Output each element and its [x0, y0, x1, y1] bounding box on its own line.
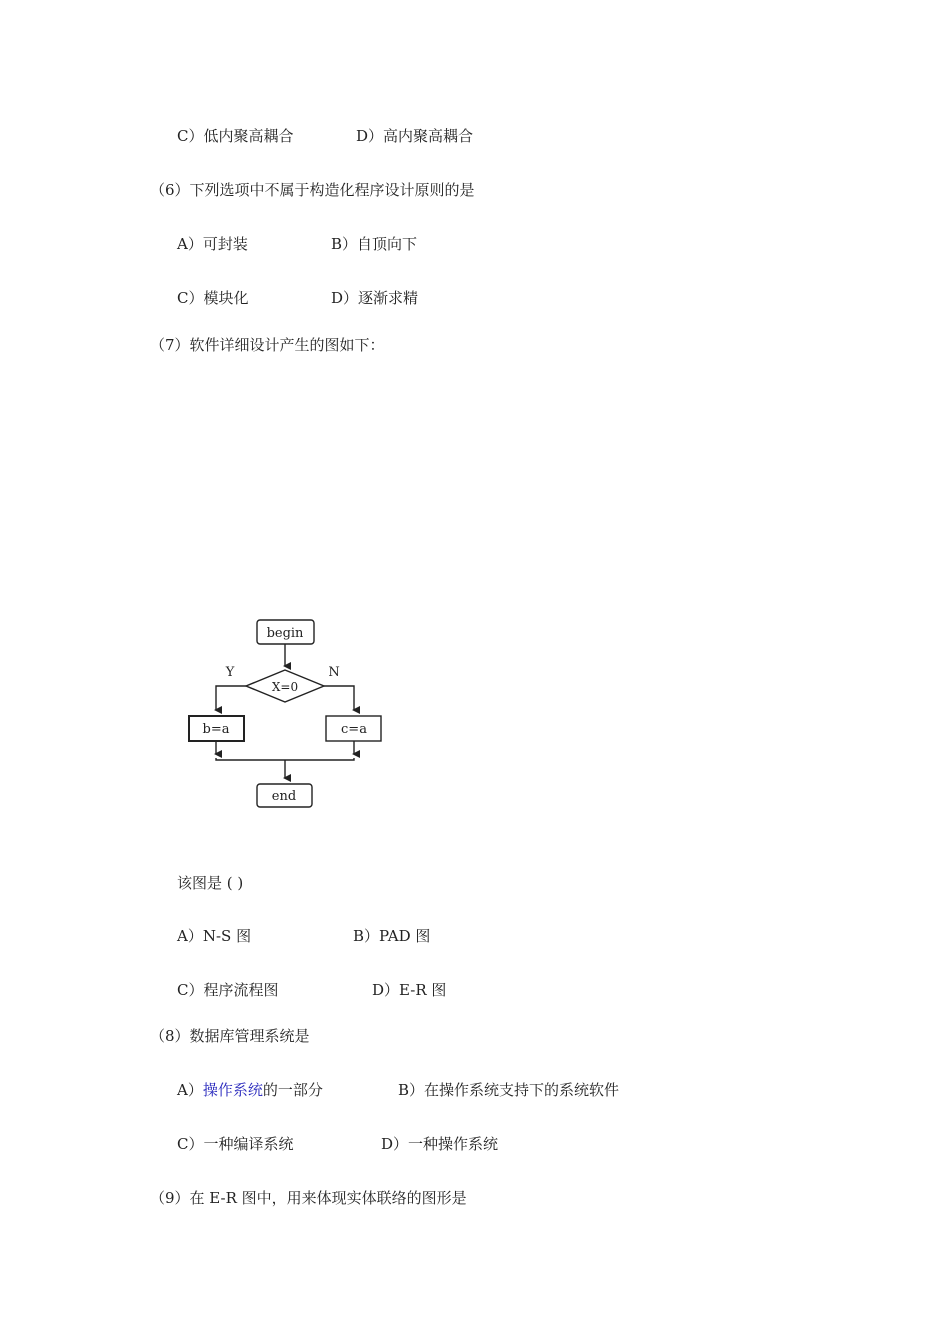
- q6-question: （6）下列选项中不属于构造化程序设计原则的是: [150, 181, 475, 199]
- end-label: end: [271, 789, 297, 804]
- left-box-label: b=a: [202, 722, 230, 737]
- q7-option-b: B）PAD 图: [353, 927, 431, 945]
- q6-option-c: C）模块化: [177, 289, 249, 307]
- q8-option-a-suffix: 的一部分: [262, 1081, 323, 1099]
- yes-label: Y: [225, 665, 235, 680]
- q8-question: （8）数据库管理系统是: [150, 1027, 310, 1045]
- q6-option-d: D）逐渐求精: [331, 289, 419, 307]
- q8-option-a-prefix: A）: [177, 1081, 203, 1099]
- right-box-label: c=a: [341, 722, 367, 737]
- q6-option-b: B）自顶向下: [331, 235, 418, 253]
- q8-option-d: D）一种操作系统: [381, 1135, 499, 1153]
- flowchart-diagram: [178, 612, 388, 816]
- q8-option-a: [177, 1080, 323, 1100]
- q5-option-c: C）低内聚高耦合: [177, 127, 294, 145]
- begin-label: begin: [266, 626, 304, 641]
- q7-option-d: D）E-R 图: [372, 981, 447, 999]
- q7-prompt: 该图是 ( ): [177, 874, 244, 892]
- no-label: N: [328, 665, 340, 680]
- q7-option-a: A）N-S 图: [177, 927, 252, 945]
- q8-option-c: C）一种编译系统: [177, 1135, 294, 1153]
- q6-option-a: A）可封装: [177, 235, 248, 253]
- operating-system-link[interactable]: 操作系统: [202, 1081, 263, 1099]
- q9-question: （9）在 E-R 图中，用来体现实体联络的图形是: [150, 1189, 467, 1207]
- condition-label: X=0: [271, 680, 299, 694]
- q7-option-c: C）程序流程图: [177, 981, 279, 999]
- q5-option-d: D）高内聚高耦合: [356, 127, 474, 145]
- q8-option-b: B）在操作系统支持下的系统软件: [398, 1081, 620, 1099]
- q7-question: （7）软件详细设计产生的图如下：: [150, 336, 385, 354]
